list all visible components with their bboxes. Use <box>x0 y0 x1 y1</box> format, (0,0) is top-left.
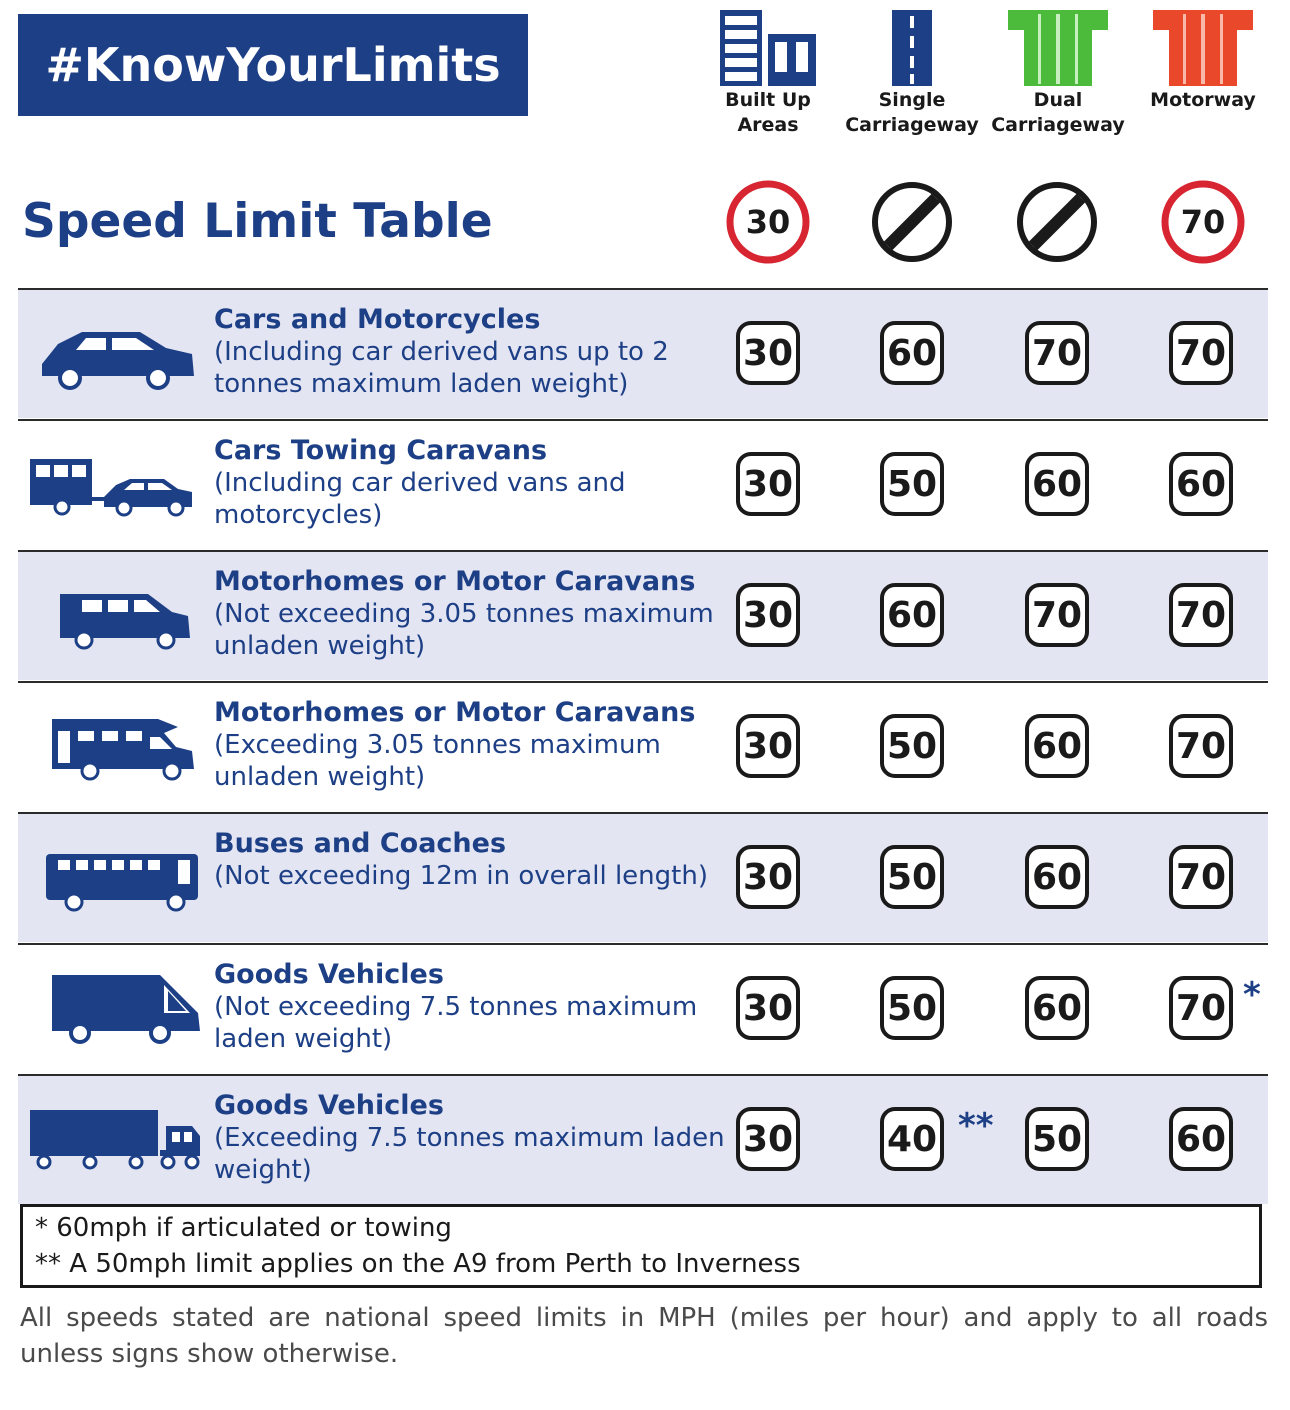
row-divider <box>18 419 1268 421</box>
speed-single-carriageway: 60 <box>880 583 944 647</box>
hashtag-banner: #KnowYourLimits <box>18 14 528 116</box>
column-label: Built Up Areas <box>725 89 811 136</box>
column-built-up-areas <box>693 8 843 138</box>
vehicle-detail: (Exceeding 7.5 tonnes maximum laden weight) <box>214 1123 725 1185</box>
vehicle-detail: (Not exceeding 7.5 tonnes maximum laden weight) <box>214 992 698 1054</box>
speed-built-up: 30 <box>736 1107 800 1171</box>
speed-limit-30-sign <box>726 180 810 264</box>
vehicle-detail: (Exceeding 3.05 tonnes maximum unladen weight) <box>214 730 661 792</box>
speed-motorway: 60 <box>1169 1107 1233 1171</box>
car-towing-caravan-icon <box>28 445 203 525</box>
speed-single-carriageway: 40 <box>880 1107 944 1171</box>
motorhome-large-icon <box>28 707 203 787</box>
vehicle-detail: (Including car derived vans up to 2 tonnes maximum laden weight) <box>214 337 669 399</box>
vehicle-description <box>214 697 734 793</box>
table-row <box>18 814 1268 942</box>
vehicle-description <box>214 566 734 662</box>
vehicle-description <box>214 435 734 531</box>
table-row <box>18 683 1268 811</box>
vehicle-title: Buses and Coaches <box>214 828 507 859</box>
national-speed-limit-sign <box>870 180 954 264</box>
speed-dual-carriageway: 70 <box>1025 583 1089 647</box>
table-row <box>18 552 1268 680</box>
speed-dual-carriageway: 50 <box>1025 1107 1089 1171</box>
vehicle-title: Cars Towing Caravans <box>214 435 548 466</box>
footnote-mark-double: ** <box>958 1106 994 1146</box>
row-divider <box>18 288 1268 290</box>
vehicle-title: Motorhomes or Motor Caravans <box>214 697 696 728</box>
speed-dual-carriageway: 60 <box>1025 452 1089 516</box>
footnote-single: * 60mph if articulated or towing <box>35 1213 452 1243</box>
vehicle-detail: (Not exceeding 12m in overall length) <box>214 861 708 891</box>
speed-motorway: 70 <box>1169 714 1233 778</box>
column-single-carriageway <box>837 8 987 138</box>
speed-dual-carriageway: 60 <box>1025 714 1089 778</box>
single-carriageway-icon <box>862 8 962 88</box>
speed-built-up: 30 <box>736 321 800 385</box>
speed-single-carriageway: 50 <box>880 452 944 516</box>
footnotes-box <box>20 1204 1262 1288</box>
speed-dual-carriageway: 60 <box>1025 845 1089 909</box>
built-up-areas-icon <box>718 8 818 88</box>
bus-icon <box>28 838 203 918</box>
motorhome-small-icon <box>28 576 203 656</box>
vehicle-description <box>214 1090 734 1186</box>
row-divider <box>18 812 1268 814</box>
dual-carriageway-icon <box>1006 8 1110 88</box>
footnote-double: ** A 50mph limit applies on the A9 from Perth to Inverness <box>35 1249 801 1279</box>
row-divider <box>18 681 1268 683</box>
speed-built-up: 30 <box>736 583 800 647</box>
speed-motorway: 70 <box>1169 976 1233 1040</box>
speed-single-carriageway: 50 <box>880 976 944 1040</box>
speed-motorway: 60 <box>1169 452 1233 516</box>
row-divider <box>18 550 1268 552</box>
speed-dual-carriageway: 60 <box>1025 976 1089 1040</box>
table-row <box>18 290 1268 418</box>
speed-built-up: 30 <box>736 976 800 1040</box>
car-icon <box>28 314 203 394</box>
speed-built-up: 30 <box>736 452 800 516</box>
vehicle-detail: (Including car derived vans and motorcycles) <box>214 468 626 530</box>
speed-built-up: 30 <box>736 714 800 778</box>
lorry-icon <box>28 1100 203 1180</box>
speed-motorway: 70 <box>1169 845 1233 909</box>
vehicle-title: Motorhomes or Motor Caravans <box>214 566 696 597</box>
sign-text: 30 <box>745 203 791 241</box>
row-divider <box>18 943 1268 945</box>
column-label: Motorway <box>1150 89 1256 111</box>
vehicle-detail: (Not exceeding 3.05 tonnes maximum unladen weight) <box>214 599 714 661</box>
speed-single-carriageway: 60 <box>880 321 944 385</box>
speed-single-carriageway: 50 <box>880 714 944 778</box>
footer-disclaimer: All speeds stated are national speed limits in MPH (miles per hour) and apply to all roads unless signs show otherwise. <box>20 1303 1268 1369</box>
footnote-mark-single: * <box>1243 975 1261 1015</box>
speed-built-up: 30 <box>736 845 800 909</box>
table-row <box>18 1076 1268 1204</box>
motorway-icon <box>1151 8 1255 88</box>
speed-single-carriageway: 50 <box>880 845 944 909</box>
vehicle-title: Cars and Motorcycles <box>214 304 541 335</box>
table-row <box>18 421 1268 549</box>
vehicle-title: Goods Vehicles <box>214 959 444 990</box>
row-divider <box>18 1074 1268 1076</box>
vehicle-description <box>214 828 734 892</box>
speed-motorway: 70 <box>1169 583 1233 647</box>
vehicle-description <box>214 304 734 400</box>
vehicle-title: Goods Vehicles <box>214 1090 444 1121</box>
column-label: Dual Carriageway <box>991 89 1125 136</box>
column-motorway <box>1128 8 1278 113</box>
speed-dual-carriageway: 70 <box>1025 321 1089 385</box>
national-speed-limit-sign <box>1015 180 1099 264</box>
vehicle-description <box>214 959 734 1055</box>
van-icon <box>28 969 203 1049</box>
column-label: Single Carriageway <box>845 89 979 136</box>
speed-limit-70-sign <box>1161 180 1245 264</box>
table-row <box>18 945 1268 1073</box>
page-title: Speed Limit Table <box>22 194 493 249</box>
speed-motorway: 70 <box>1169 321 1233 385</box>
column-dual-carriageway <box>983 8 1133 138</box>
sign-text: 70 <box>1180 203 1226 241</box>
